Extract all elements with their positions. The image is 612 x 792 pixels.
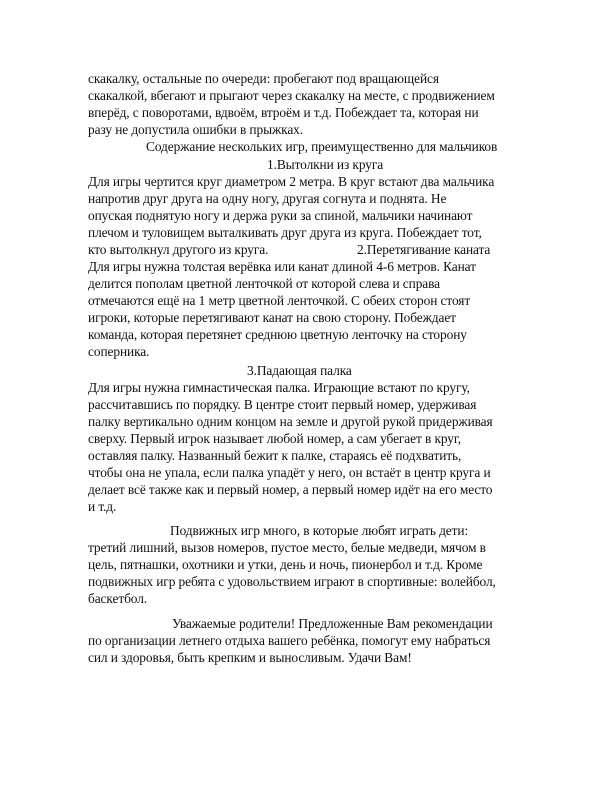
game-title: 3.Падающая палка [247, 363, 352, 378]
text-line: напротив друг друга на одну ногу, другая согнута и поднята. Не [88, 191, 447, 206]
text-line: вперёд, с поворотами, вдвоём, втроём и т.д. Побеждает та, которая ни [88, 105, 479, 120]
text-line: опуская поднятую ногу и держа руки за спиной, мальчики начинают [88, 208, 473, 223]
text-line: третий лишний, вызов номеров, пустое место, белые медведи, мячом в [88, 540, 486, 555]
text-line: скакалкой, вбегают и прыгают через скакалку на месте, с продвижением [88, 88, 495, 103]
text-line: игроки, которые перетягивают канат на свою сторону. Побеждает [88, 310, 456, 325]
text-line: по организации летнего отдыха вашего ребёнка, помогут ему набраться [88, 633, 491, 648]
text-line: рассчитавшись по порядку. В центре стоит первый номер, удерживая [88, 397, 477, 412]
text-line: цель, пятнашки, охотники и утки, день и ночь, пионербол и т.д. Кроме [88, 557, 483, 572]
text-line: разу не допустила ошибки в прыжках. [88, 122, 304, 137]
text-line: Для игры чертится круг диаметром 2 метра. В круг встают два мальчика [88, 174, 495, 189]
text-line: сил и здоровья, быть крепким и выносливым. Удачи Вам! [88, 650, 412, 665]
game-title: 1.Вытолкни из круга [267, 157, 384, 172]
text-line: Подвижных игр много, в которые любят играть дети: [170, 523, 469, 538]
text-line: кто вытолкнул другого из круга. [88, 242, 269, 257]
text-line: команда, которая перетянет среднюю цветную ленточку на сторону [88, 327, 467, 342]
text-line: чтобы она не упала, если палка упадёт у него, он встаёт в центр круга и [88, 465, 491, 480]
text-line: палку вертикально одним концом на земле и другой рукой придерживая [88, 414, 493, 429]
text-line: плечом и туловищем выталкивать друг друга из круга. Побеждает тот, [88, 225, 482, 240]
text-line: делится пополам цветной ленточкой от которой слева и справа [88, 276, 441, 291]
text-line: баскетбол. [88, 591, 148, 606]
text-line: Для игры нужна толстая верёвка или канат длиной 4-6 метров. Канат [88, 259, 476, 274]
text-line: и т.д. [88, 499, 117, 514]
text-line: Уважаемые родители! Предложенные Вам рекомендации [172, 616, 493, 631]
game-title: 2.Перетягивание каната [357, 242, 491, 257]
text-line: делает всё также как и первый номер, а первый номер идёт на его место [88, 482, 493, 497]
text-line: подвижных игр ребята с удовольствием играют в спортивные: волейбол, [88, 574, 496, 589]
text-line: Для игры нужна гимнастическая палка. Играющие встают по кругу, [88, 380, 470, 395]
text-line: соперника. [88, 344, 150, 359]
section-heading: Содержание нескольких игр, преимущественно для мальчиков [146, 139, 498, 154]
text-line: скакалку, остальные по очереди: пробегают под вращающейся [88, 71, 439, 86]
text-line: отмечаются ещё на 1 метр цветной ленточкой. С обеих сторон стоят [88, 293, 471, 308]
text-line: сверху. Первый игрок называет любой номер, а сам убегает в круг, [88, 431, 462, 446]
text-line: оставляя палку. Названный бежит к палке, стараясь её подхватить, [88, 448, 462, 463]
